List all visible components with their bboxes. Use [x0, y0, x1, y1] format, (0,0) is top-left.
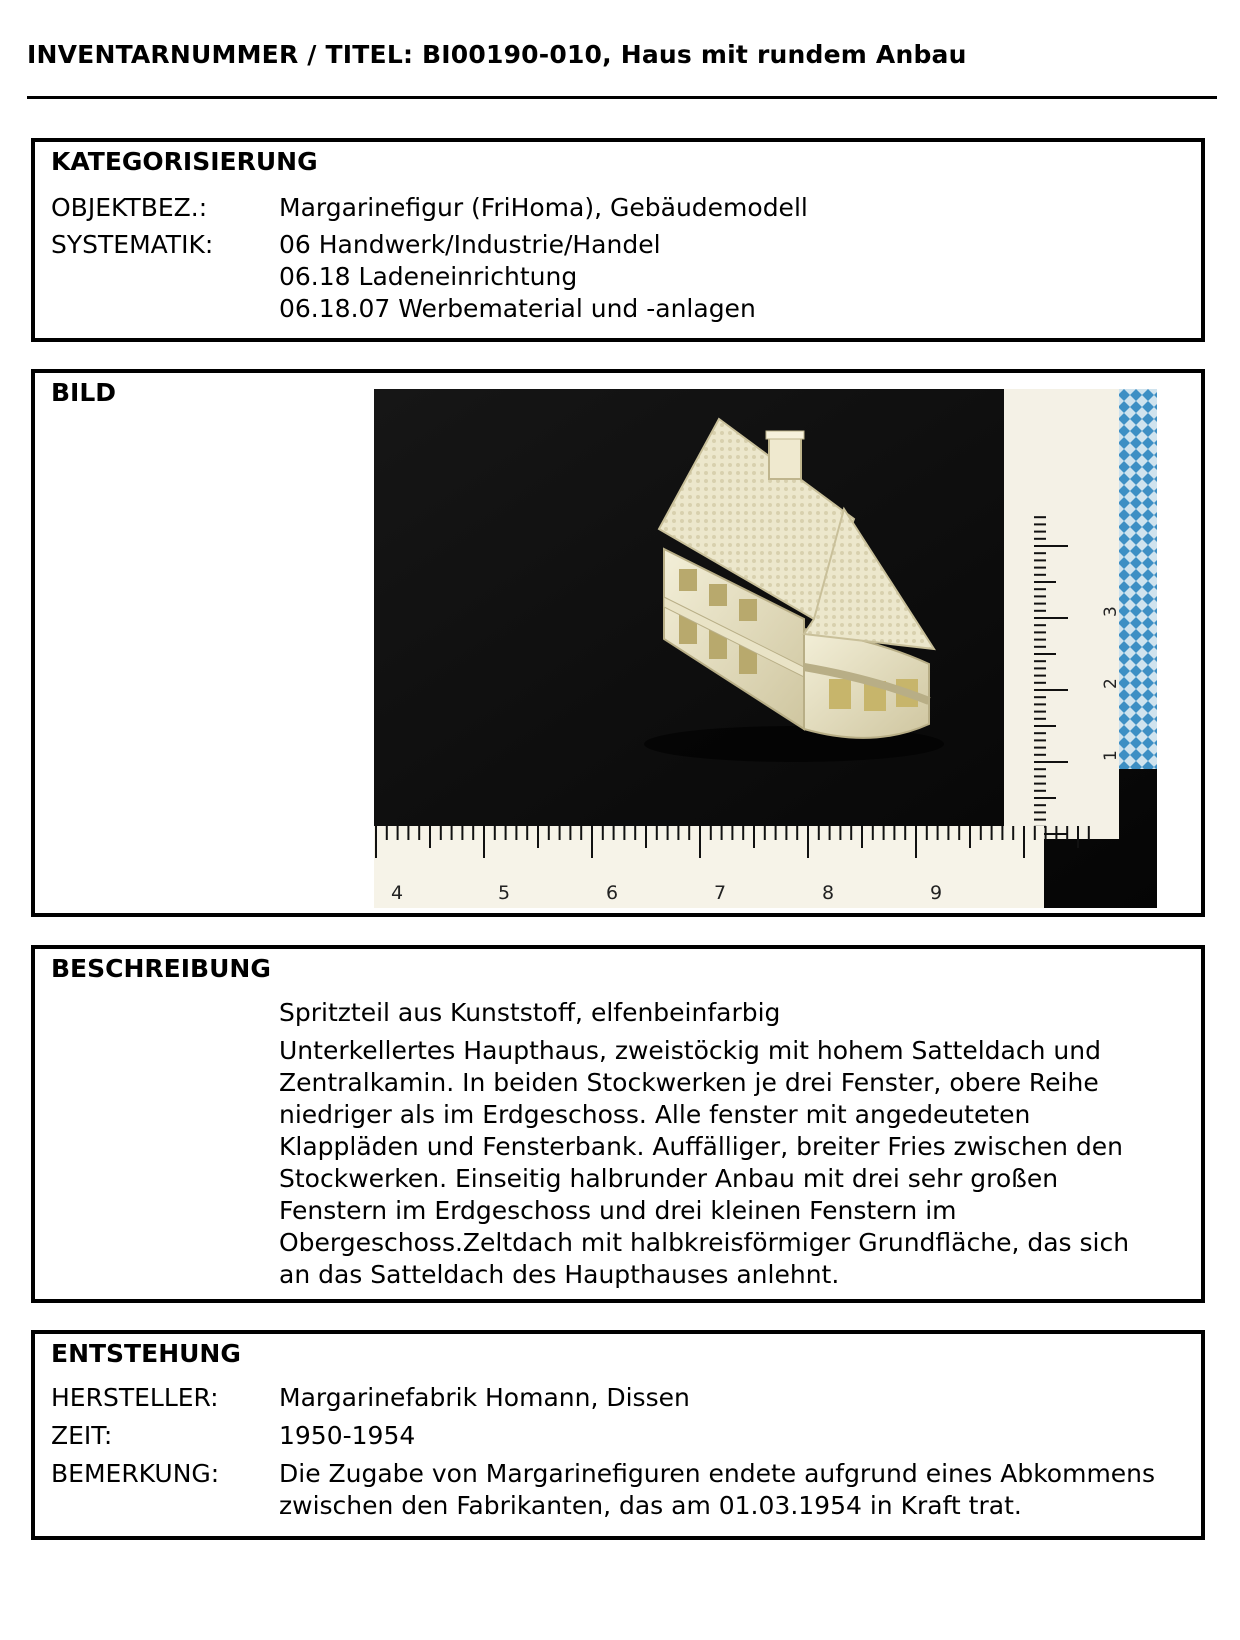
kategorisierung-section	[31, 138, 1205, 342]
ruler-label: 2	[1101, 678, 1121, 689]
material-text: Spritzteil aus Kunststoff, elfenbeinfarbig	[279, 998, 781, 1027]
ruler-vertical	[1004, 389, 1121, 839]
description-line: Zentralkamin. In beiden Stockwerken je drei Fenster, obere Reihe	[279, 1068, 1099, 1097]
objekt-label: OBJEKTBEZ.:	[51, 193, 208, 222]
title-divider	[27, 96, 1217, 99]
description-line: Fenstern im Erdgeschoss und drei kleinen Fenstern im	[279, 1196, 957, 1225]
ruler-label: 6	[606, 882, 619, 904]
beschreibung-heading: BESCHREIBUNG	[51, 954, 271, 983]
bemerkung-value	[279, 1458, 1155, 1522]
ruler-label: 1	[1101, 750, 1121, 761]
object-photo	[374, 389, 1157, 908]
description-line: niedriger als im Erdgeschoss. Alle fenster mit angedeuteten	[279, 1100, 1031, 1129]
ruler-label: 9	[930, 882, 943, 904]
ruler-label: 3	[1101, 606, 1121, 617]
systematik-values	[279, 229, 756, 325]
systematik-value: 06 Handwerk/Industrie/Handel	[279, 230, 661, 259]
bild-heading: BILD	[51, 378, 117, 407]
hersteller-value: Margarinefabrik Homann, Dissen	[279, 1383, 690, 1412]
entstehung-heading: ENTSTEHUNG	[51, 1339, 241, 1368]
description-line: Unterkellertes Haupthaus, zweistöckig mit hohem Satteldach und	[279, 1036, 1101, 1065]
beschreibung-section	[31, 945, 1205, 1303]
kategorisierung-heading: KATEGORISIERUNG	[51, 147, 318, 176]
bemerkung-label: BEMERKUNG:	[51, 1459, 220, 1488]
zeit-label: ZEIT:	[51, 1421, 113, 1450]
entstehung-section	[31, 1330, 1205, 1540]
bild-section	[31, 369, 1205, 917]
systematik-label: SYSTEMATIK:	[51, 230, 214, 259]
description-line: Stockwerken. Einseitig halbrunder Anbau mit drei sehr großen	[279, 1164, 1059, 1193]
objekt-value: Margarinefigur (FriHoma), Gebäudemodell	[279, 193, 808, 222]
zeit-value: 1950-1954	[279, 1421, 416, 1450]
description-line: Obergeschoss.Zeltdach mit halbkreisförmiger Grundfläche, das sich	[279, 1228, 1130, 1257]
description-text	[279, 1035, 1179, 1291]
hersteller-label: HERSTELLER:	[51, 1383, 219, 1412]
systematik-value: 06.18.07 Werbematerial und -anlagen	[279, 294, 756, 323]
ruler-label: 5	[498, 882, 511, 904]
systematik-value: 06.18 Ladeneinrichtung	[279, 262, 578, 291]
ruler-label: 4	[391, 882, 404, 904]
description-line: an das Satteldach des Haupthauses anlehnt.	[279, 1260, 840, 1289]
bemerkung-line: Die Zugabe von Margarinefiguren endete aufgrund eines Abkommens	[279, 1459, 1156, 1488]
ruler-horizontal	[374, 826, 1089, 908]
bemerkung-line: zwischen den Fabrikanten, das am 01.03.1954 in Kraft trat.	[279, 1491, 1022, 1520]
description-line: Klappläden und Fensterbank. Auffälliger, breiter Fries zwischen den	[279, 1132, 1123, 1161]
ruler-label: 7	[714, 882, 727, 904]
document-title: INVENTARNUMMER / TITEL: BI00190-010, Haus mit rundem Anbau	[27, 40, 967, 69]
ruler-label: 8	[822, 882, 835, 904]
